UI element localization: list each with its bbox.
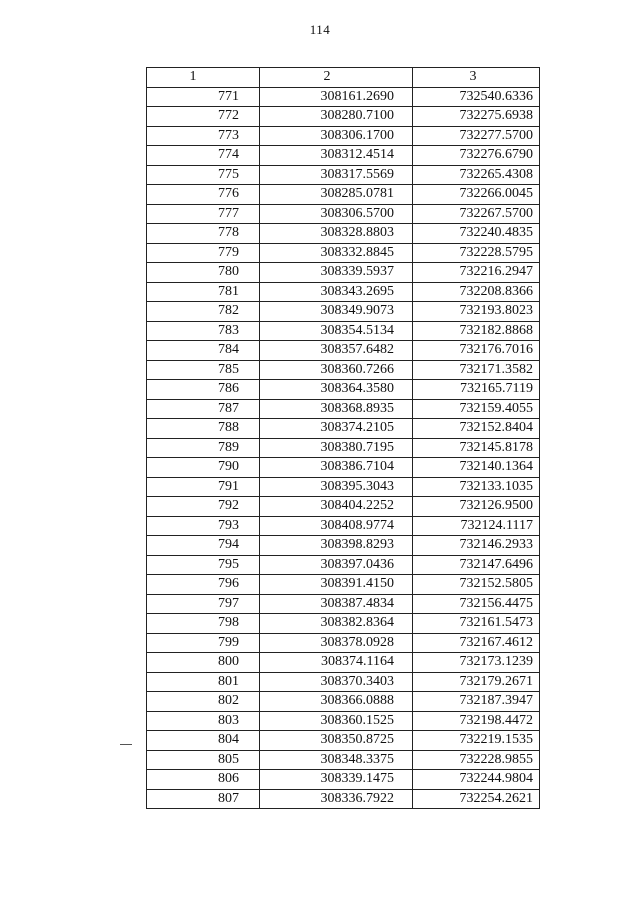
x-coordinate-cell: 308370.3403: [260, 672, 413, 692]
point-number-cell: 795: [147, 555, 260, 575]
y-coordinate-cell: 732145.8178: [413, 438, 540, 458]
point-number-cell: 777: [147, 204, 260, 224]
point-number-cell: 803: [147, 711, 260, 731]
table-row: [147, 536, 540, 556]
x-coordinate-cell: 308339.1475: [260, 770, 413, 790]
y-coordinate-cell: 732173.1239: [413, 653, 540, 673]
x-coordinate-cell: 308360.1525: [260, 711, 413, 731]
point-number-cell: 801: [147, 672, 260, 692]
point-number-cell: 786: [147, 380, 260, 400]
table-row: [147, 594, 540, 614]
table-row: [147, 107, 540, 127]
y-coordinate-cell: 732276.6790: [413, 146, 540, 166]
x-coordinate-cell: 308350.8725: [260, 731, 413, 751]
point-number-cell: 804: [147, 731, 260, 751]
table-row: [147, 458, 540, 478]
y-coordinate-cell: 732275.6938: [413, 107, 540, 127]
column-header-2: 2: [260, 68, 413, 88]
point-number-cell: 800: [147, 653, 260, 673]
y-coordinate-cell: 732240.4835: [413, 224, 540, 244]
y-coordinate-cell: 732540.6336: [413, 87, 540, 107]
table-row: [147, 711, 540, 731]
y-coordinate-cell: 732133.1035: [413, 477, 540, 497]
point-number-cell: 806: [147, 770, 260, 790]
table-row: [147, 770, 540, 790]
x-coordinate-cell: 308317.5569: [260, 165, 413, 185]
x-coordinate-cell: 308357.6482: [260, 341, 413, 361]
x-coordinate-cell: 308404.2252: [260, 497, 413, 517]
table-row: [147, 789, 540, 809]
y-coordinate-cell: 732176.7016: [413, 341, 540, 361]
table-row: [147, 419, 540, 439]
point-number-cell: 790: [147, 458, 260, 478]
x-coordinate-cell: 308360.7266: [260, 360, 413, 380]
x-coordinate-cell: 308374.1164: [260, 653, 413, 673]
table-row: [147, 243, 540, 263]
table-row: [147, 380, 540, 400]
table-row: [147, 87, 540, 107]
y-coordinate-cell: 732267.5700: [413, 204, 540, 224]
point-number-cell: 779: [147, 243, 260, 263]
table-row: [147, 263, 540, 283]
y-coordinate-cell: 732156.4475: [413, 594, 540, 614]
point-number-cell: 771: [147, 87, 260, 107]
point-number-cell: 774: [147, 146, 260, 166]
x-coordinate-cell: 308382.8364: [260, 614, 413, 634]
x-coordinate-cell: 308328.8803: [260, 224, 413, 244]
table-row: [147, 204, 540, 224]
table-row: [147, 692, 540, 712]
point-number-cell: 773: [147, 126, 260, 146]
y-coordinate-cell: 732208.8366: [413, 282, 540, 302]
column-header-1: 1: [147, 68, 260, 88]
table-row: [147, 341, 540, 361]
x-coordinate-cell: 308397.0436: [260, 555, 413, 575]
point-number-cell: 775: [147, 165, 260, 185]
y-coordinate-cell: 732187.3947: [413, 692, 540, 712]
point-number-cell: 787: [147, 399, 260, 419]
point-number-cell: 791: [147, 477, 260, 497]
x-coordinate-cell: 308161.2690: [260, 87, 413, 107]
y-coordinate-cell: 732198.4472: [413, 711, 540, 731]
margin-mark: [120, 744, 132, 745]
y-coordinate-cell: 732161.5473: [413, 614, 540, 634]
y-coordinate-cell: 732265.4308: [413, 165, 540, 185]
point-number-cell: 780: [147, 263, 260, 283]
point-number-cell: 788: [147, 419, 260, 439]
x-coordinate-cell: 308391.4150: [260, 575, 413, 595]
y-coordinate-cell: 732228.9855: [413, 750, 540, 770]
x-coordinate-cell: 308380.7195: [260, 438, 413, 458]
point-number-cell: 778: [147, 224, 260, 244]
x-coordinate-cell: 308398.8293: [260, 536, 413, 556]
x-coordinate-cell: 308395.3043: [260, 477, 413, 497]
y-coordinate-cell: 732167.4612: [413, 633, 540, 653]
point-number-cell: 772: [147, 107, 260, 127]
table-row: [147, 731, 540, 751]
table-body: [147, 87, 540, 809]
point-number-cell: 784: [147, 341, 260, 361]
table-row: [147, 126, 540, 146]
table-row: [147, 165, 540, 185]
y-coordinate-cell: 732126.9500: [413, 497, 540, 517]
table-row: [147, 438, 540, 458]
y-coordinate-cell: 732244.9804: [413, 770, 540, 790]
y-coordinate-cell: 732193.8023: [413, 302, 540, 322]
point-number-cell: 799: [147, 633, 260, 653]
x-coordinate-cell: 308280.7100: [260, 107, 413, 127]
point-number-cell: 793: [147, 516, 260, 536]
table-row: [147, 360, 540, 380]
table-row: [147, 282, 540, 302]
x-coordinate-cell: 308343.2695: [260, 282, 413, 302]
point-number-cell: 798: [147, 614, 260, 634]
point-number-cell: 783: [147, 321, 260, 341]
y-coordinate-cell: 732277.5700: [413, 126, 540, 146]
x-coordinate-cell: 308348.3375: [260, 750, 413, 770]
y-coordinate-cell: 732165.7119: [413, 380, 540, 400]
y-coordinate-cell: 732216.2947: [413, 263, 540, 283]
y-coordinate-cell: 732179.2671: [413, 672, 540, 692]
table-row: [147, 321, 540, 341]
x-coordinate-cell: 308306.1700: [260, 126, 413, 146]
table-row: [147, 555, 540, 575]
x-coordinate-cell: 308312.4514: [260, 146, 413, 166]
x-coordinate-cell: 308332.8845: [260, 243, 413, 263]
x-coordinate-cell: 308364.3580: [260, 380, 413, 400]
table-row: [147, 302, 540, 322]
table-row: [147, 399, 540, 419]
point-number-cell: 782: [147, 302, 260, 322]
x-coordinate-cell: 308285.0781: [260, 185, 413, 205]
point-number-cell: 807: [147, 789, 260, 809]
table-row: [147, 146, 540, 166]
point-number-cell: 785: [147, 360, 260, 380]
y-coordinate-cell: 732152.8404: [413, 419, 540, 439]
x-coordinate-cell: 308408.9774: [260, 516, 413, 536]
point-number-cell: 776: [147, 185, 260, 205]
table-row: [147, 497, 540, 517]
table-row: [147, 224, 540, 244]
y-coordinate-cell: 732146.2933: [413, 536, 540, 556]
table-row: [147, 614, 540, 634]
point-number-cell: 781: [147, 282, 260, 302]
page-number: 114: [309, 22, 331, 37]
table-row: [147, 633, 540, 653]
point-number-cell: 792: [147, 497, 260, 517]
y-coordinate-cell: 732266.0045: [413, 185, 540, 205]
coordinates-table: [146, 67, 540, 809]
x-coordinate-cell: 308349.9073: [260, 302, 413, 322]
y-coordinate-cell: 732228.5795: [413, 243, 540, 263]
x-coordinate-cell: 308368.8935: [260, 399, 413, 419]
table-row: [147, 516, 540, 536]
y-coordinate-cell: 732140.1364: [413, 458, 540, 478]
x-coordinate-cell: 308386.7104: [260, 458, 413, 478]
x-coordinate-cell: 308387.4834: [260, 594, 413, 614]
table-row: [147, 575, 540, 595]
point-number-cell: 797: [147, 594, 260, 614]
x-coordinate-cell: 308354.5134: [260, 321, 413, 341]
x-coordinate-cell: 308336.7922: [260, 789, 413, 809]
table-row: [147, 185, 540, 205]
point-number-cell: 802: [147, 692, 260, 712]
x-coordinate-cell: 308374.2105: [260, 419, 413, 439]
table-row: [147, 672, 540, 692]
y-coordinate-cell: 732182.8868: [413, 321, 540, 341]
column-header-3: 3: [413, 68, 540, 88]
x-coordinate-cell: 308339.5937: [260, 263, 413, 283]
y-coordinate-cell: 732124.1117: [413, 516, 540, 536]
table-row: [147, 653, 540, 673]
y-coordinate-cell: 732147.6496: [413, 555, 540, 575]
table-header-row: [147, 68, 540, 88]
point-number-cell: 805: [147, 750, 260, 770]
point-number-cell: 794: [147, 536, 260, 556]
point-number-cell: 796: [147, 575, 260, 595]
x-coordinate-cell: 308306.5700: [260, 204, 413, 224]
y-coordinate-cell: 732159.4055: [413, 399, 540, 419]
table-row: [147, 477, 540, 497]
point-number-cell: 789: [147, 438, 260, 458]
x-coordinate-cell: 308366.0888: [260, 692, 413, 712]
y-coordinate-cell: 732254.2621: [413, 789, 540, 809]
y-coordinate-cell: 732219.1535: [413, 731, 540, 751]
y-coordinate-cell: 732152.5805: [413, 575, 540, 595]
y-coordinate-cell: 732171.3582: [413, 360, 540, 380]
x-coordinate-cell: 308378.0928: [260, 633, 413, 653]
table-row: [147, 750, 540, 770]
